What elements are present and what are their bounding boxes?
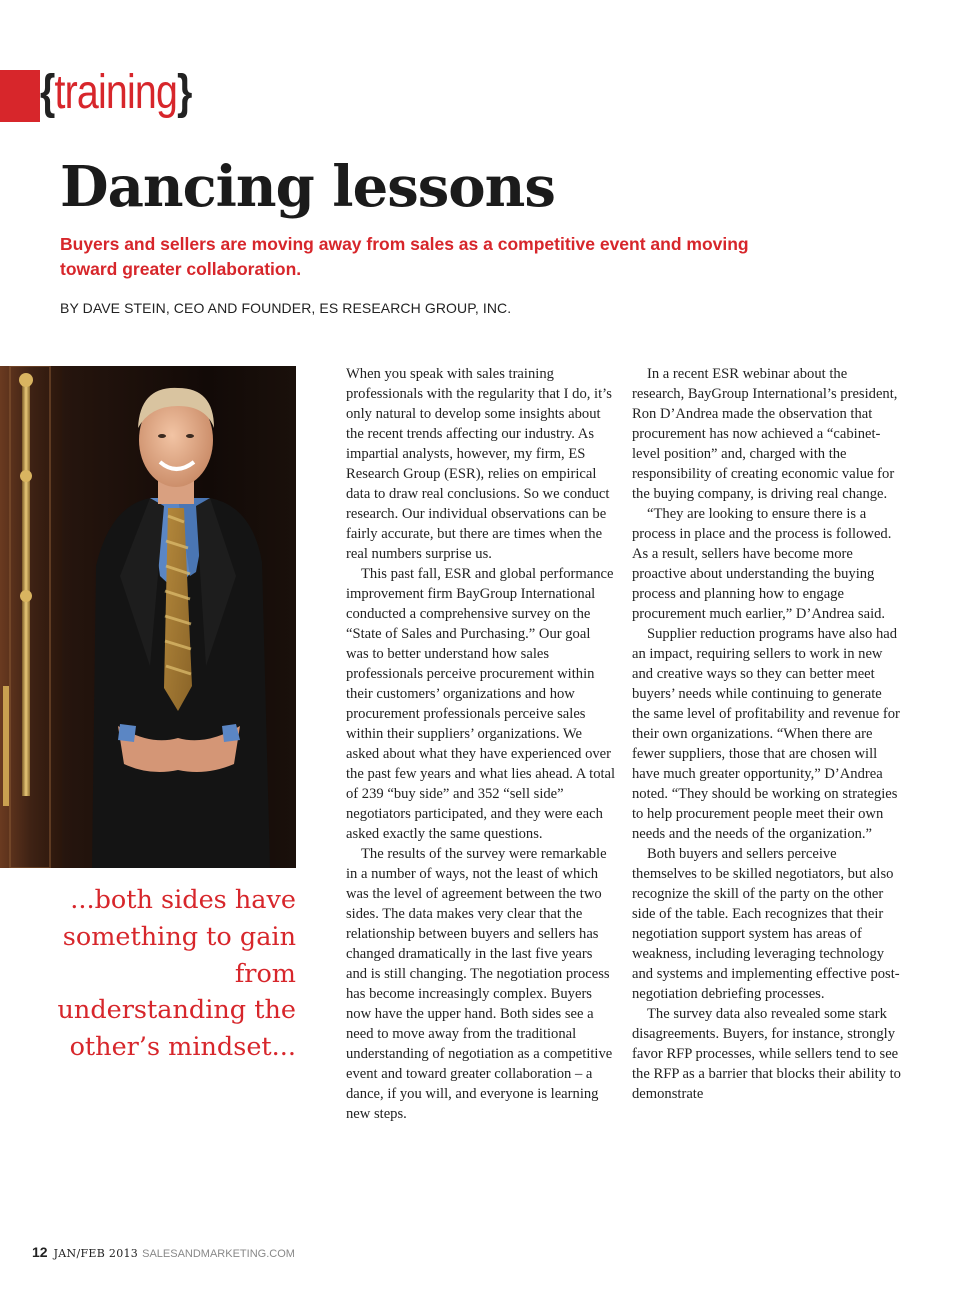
body-paragraph: “They are looking to ensure there is a process in place and the process is followed. As a result, sellers have become more proactive about understanding the buying process and planning how to engage procurement much earlier,” D’Andrea said.: [632, 506, 892, 622]
site-name: SALESANDMARKETING.COM: [142, 1248, 295, 1260]
section-open-brace: {: [40, 66, 55, 119]
article-column-right: [632, 364, 902, 1104]
section-label: [40, 62, 192, 124]
body-paragraph: The results of the survey were remarkable in a number of ways, not the least of which was the level of agreement between the two sides. The data makes very clear that the relationship between buyers and sellers has changed dramatically in the last five years and is still changing. The negotiation process has become increasingly complex. Buyers now have the upper hand. Both sides see a need to move away from the traditional understanding of negotiation as a competitive event and toward greater collaboration – a dance, if you will, and everyone is learning new steps.: [346, 846, 613, 1122]
section-close-brace: }: [177, 66, 192, 119]
article-column-left: [346, 364, 616, 1124]
section-color-bar: [0, 70, 40, 122]
issue-date: JAN/FEB 2013: [53, 1247, 139, 1260]
body-paragraph: When you speak with sales training professionals with the regularity that I do, it’s only natural to develop some insights about the recent trends affecting our industry. As impartial analysts, however, my firm, ES Research Group (ESR), relies on empirical data to draw real conclusions. So we conduct research. Our individual observations can be fairly accurate, but there are times when the real numbers surprise us.: [346, 366, 612, 562]
page-number: 12: [32, 1244, 48, 1260]
body-paragraph: Both buyers and sellers perceive themselves to be skilled negotiators, but also recognize the skill of the party on the other side of the table. Each recognizes that their negotiation support system has areas of weakness, including leveraging technology and systems and implementing effective post-negotiation debriefing processes.: [632, 846, 900, 1002]
pull-quote: ...both sides have something to gain from understanding the other’s mindset...: [57, 885, 296, 1063]
section-label-text: training: [54, 66, 178, 119]
page-footer: [32, 1244, 295, 1262]
article-deck: Buyers and sellers are moving away from sales as a competitive event and moving toward greater collaboration.: [60, 234, 749, 279]
body-paragraph: Supplier reduction programs have also had an impact, requiring sellers to work in new and creative ways so they can better meet buyers’ needs while continuing to generate the same level of profitability and revenue for their own organizations. “When there are fewer suppliers, those that are chosen will have much greater opportunity,” D’Andrea noted. “They should be working on strategies to help procurement people meet their own needs and the needs of the organization.”: [632, 626, 900, 842]
body-paragraph: This past fall, ESR and global performance improvement firm BayGroup International conducted a comprehensive survey on the “State of Sales and Purchasing.” Our goal was to better understand how sales professionals perceive procurement within their customers’ organizations and how procurement professionals perceive sales within their suppliers’ organizations. We asked about what they have experienced over the past few years and what lies ahead. A total of 239 “buy side” and 352 “sell side” negotiators participated, and they were each asked exactly the same questions.: [346, 566, 616, 842]
article-byline: BY DAVE STEIN, CEO AND FOUNDER, ES RESEARCH GROUP, INC.: [60, 300, 512, 316]
body-paragraph: The survey data also revealed some stark disagreements. Buyers, for instance, strongly favor RFP processes, while sellers tend to see the RFP as a barrier that blocks their ability to demonstrate: [632, 1006, 901, 1102]
article-headline: Dancing lessons: [60, 154, 555, 220]
author-photo: [0, 366, 296, 868]
body-paragraph: In a recent ESR webinar about the research, BayGroup International’s president, Ron D’Andrea made the observation that procurement has now achieved a “cabinet-level position” and, charged with the responsibility of creating economic value for the buying company, is driving real change.: [632, 366, 898, 502]
